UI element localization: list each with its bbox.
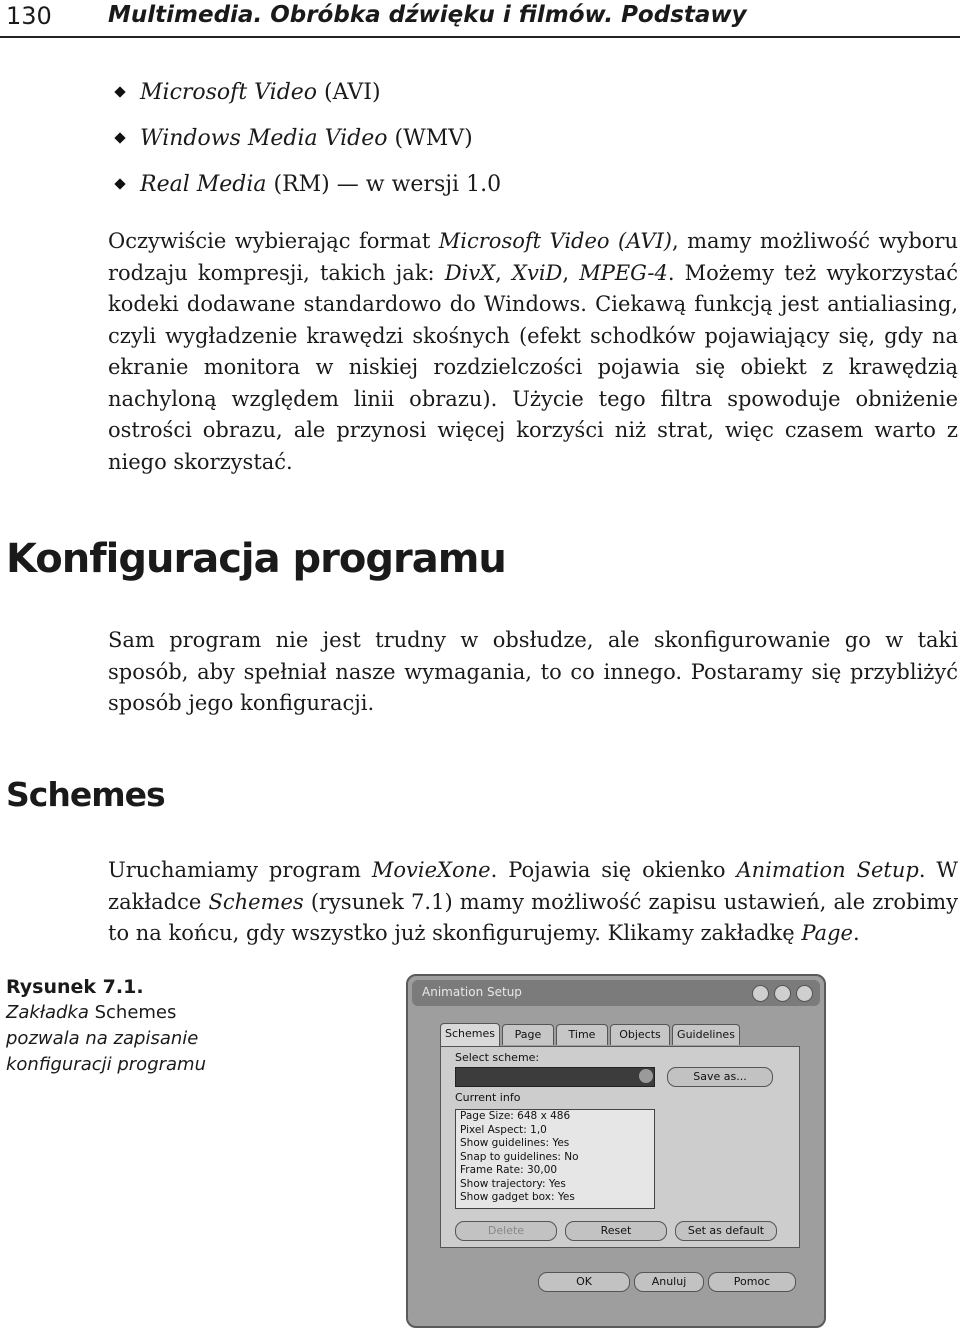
running-header bbox=[0, 0, 960, 38]
subsection-heading: Schemes bbox=[6, 775, 165, 814]
title-bar bbox=[412, 980, 820, 1006]
list-item: Windows Media Video (WMV) bbox=[108, 126, 501, 172]
ok-button[interactable]: OK bbox=[538, 1272, 630, 1292]
diamond-bullet-icon bbox=[114, 86, 125, 97]
dialog-title: Animation Setup bbox=[422, 985, 522, 999]
tab-time[interactable]: Time bbox=[556, 1024, 608, 1045]
paragraph-schemes: Uruchamiamy program MovieXone. Pojawia się okienko Animation Setup. W zakładce Schemes (rysunek 7.1) mamy możliwość zapisu ustawień, ale zrobimy to na końcu, gdy wszystko już skonfigurujemy. Klikamy zakładkę Page. bbox=[108, 858, 959, 945]
diamond-bullet-icon bbox=[114, 132, 125, 143]
paragraph-compression: Oczywiście wybierając format Microsoft Video (AVI), mamy możliwość wyboru rodzaju kompresji, takich jak: DivX, XviD, MPEG-4. Możemy też wykorzystać kodeki dodawane standardowo do Windows. Ciekawą funkcją jest antialiasing, czyli wygładzenie krawędzi skośnych (efekt schodków pojawiający się, gdy na ekranie monitora w niskiej rozdzielczości pojawia się obiekt z krawędzią nachyloną względem linii obrazu). Użycie tego filtra spowoduje obniżenie ostrości obrazu, ale przynosi więcej korzyści niż strat, więc czasem warto z niego skorzystać. bbox=[108, 229, 958, 474]
running-title: Multimedia. Obróbka dźwięku i filmów. Podstawy bbox=[108, 2, 747, 28]
figure-label: Rysunek 7.1. bbox=[6, 976, 144, 998]
animation-setup-dialog bbox=[406, 974, 826, 1328]
dropdown-arrow-icon[interactable] bbox=[639, 1069, 653, 1083]
tab-guidelines[interactable]: Guidelines bbox=[672, 1024, 740, 1045]
paragraph-intro: Sam program nie jest trudny w obsłudze, ale skonfigurowanie go w taki sposób, aby spełniał nasze wymagania, to co innego. Postaramy się przybliżyć sposób jego konfiguracji. bbox=[108, 628, 958, 715]
page-number: 130 bbox=[6, 2, 52, 30]
help-button[interactable]: Pomoc bbox=[708, 1272, 796, 1292]
current-info-label: Current info bbox=[455, 1091, 521, 1104]
delete-button[interactable]: Delete bbox=[455, 1221, 557, 1241]
select-scheme-label: Select scheme: bbox=[455, 1051, 540, 1064]
set-as-default-button[interactable]: Set as default bbox=[675, 1221, 777, 1241]
tab-page[interactable]: Page bbox=[502, 1024, 554, 1045]
schemes-panel bbox=[440, 1046, 800, 1248]
reset-button[interactable]: Reset bbox=[565, 1221, 667, 1241]
scheme-select[interactable] bbox=[455, 1067, 655, 1087]
list-item: Real Media (RM) — w wersji 1.0 bbox=[108, 172, 501, 218]
tab-schemes[interactable]: Schemes bbox=[440, 1023, 500, 1046]
tab-objects[interactable]: Objects bbox=[610, 1024, 670, 1045]
diamond-bullet-icon bbox=[114, 178, 125, 189]
section-heading: Konfiguracja programu bbox=[6, 536, 506, 582]
current-info-box: Page Size: 648 x 486 Pixel Aspect: 1,0 Show guidelines: Yes Snap to guidelines: No Frame Rate: 30,00 Show trajectory: Yes Show gadget box: Yes bbox=[455, 1109, 655, 1209]
minimize-icon[interactable] bbox=[752, 985, 769, 1002]
maximize-icon[interactable] bbox=[774, 985, 791, 1002]
close-icon[interactable] bbox=[796, 985, 813, 1002]
save-as-button[interactable]: Save as... bbox=[667, 1067, 773, 1087]
format-list bbox=[108, 80, 501, 218]
figure-caption: Rysunek 7.1. Zakładka Schemes pozwala na zapisanie konfiguracji programu bbox=[6, 974, 216, 1078]
cancel-button[interactable]: Anuluj bbox=[634, 1272, 704, 1292]
list-item: Microsoft Video (AVI) bbox=[108, 80, 501, 126]
